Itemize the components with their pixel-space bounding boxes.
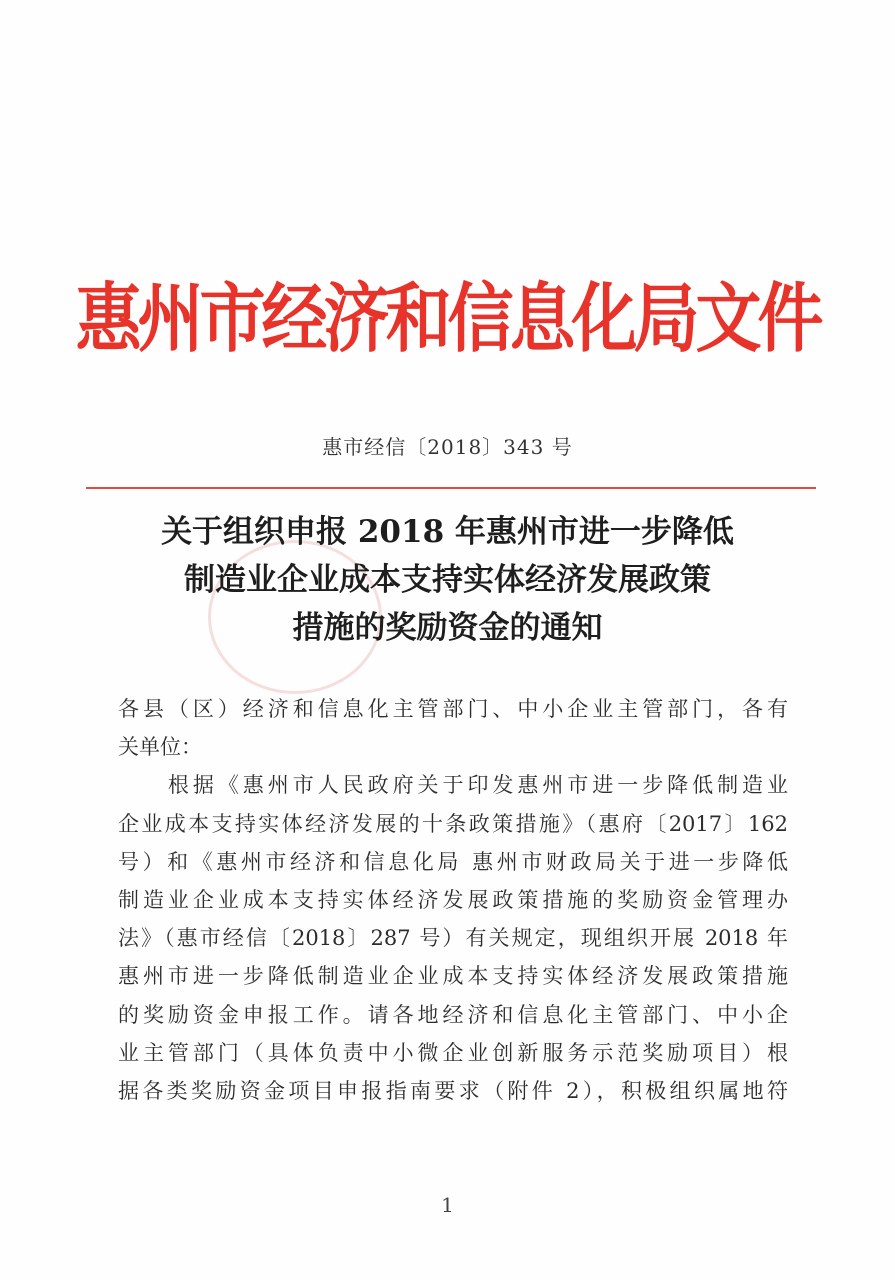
issuing-authority-header: 惠州市经济和信息化局文件 [75, 274, 820, 363]
document-title [0, 508, 895, 652]
body-line: 据各类奖励资金项目申报指南要求（附件 2），积极组织属地符 [118, 1078, 788, 1103]
title-line: 制造业企业成本支持实体经济发展政策 [184, 562, 711, 598]
body-line: 惠州市进一步降低制造业企业成本支持实体经济发展政策措施 [118, 964, 788, 989]
title-line: 措施的奖励资金的通知 [292, 610, 603, 646]
body-line: 号）和《惠州市经济和信息化局 惠州市财政局关于进一步降低 [118, 849, 788, 874]
body-line: 业主管部门（具体负责中小微企业创新服务示范奖励项目）根 [118, 1040, 788, 1065]
body-line: 根据《惠州市人民政府关于印发惠州市进一步降低制造业 [118, 773, 788, 798]
document-number: 惠市经信〔2018〕343 号 [322, 435, 573, 459]
body-line: 各县（区）经济和信息化主管部门、中小企业主管部门，各有 [118, 697, 788, 721]
page-number: 1 [441, 1193, 454, 1217]
body-line: 制造业企业成本支持实体经济发展政策措施的奖励资金管理办 [118, 887, 788, 912]
body-line: 关单位： [118, 735, 202, 760]
document-body [118, 690, 788, 1110]
body-line: 的奖励资金申报工作。请各地经济和信息化主管部门、中小企 [118, 1002, 788, 1027]
red-divider-line [86, 487, 816, 489]
title-line: 关于组织申报 2018 年惠州市进一步降低 [161, 514, 734, 550]
body-line: 法》（惠市经信〔2018〕287 号）有关规定，现组织开展 2018 年 [118, 926, 788, 951]
body-line: 企业成本支持实体经济发展的十条政策措施》（惠府〔2017〕162 [118, 811, 788, 836]
